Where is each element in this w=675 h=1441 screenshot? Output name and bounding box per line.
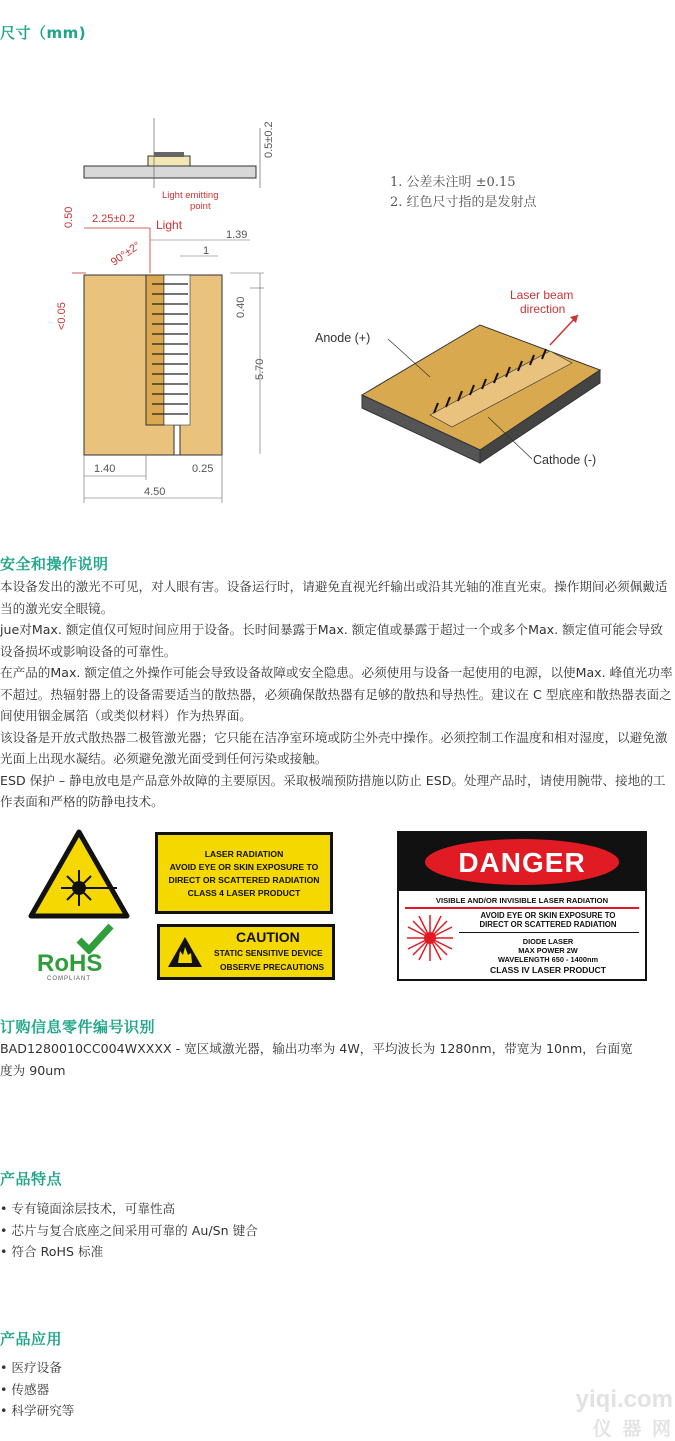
caution-line-2: OBSERVE PRECAUTIONS — [220, 962, 325, 972]
safety-title: 安全和操作说明 — [0, 555, 109, 573]
anode-label: Anode (+) — [315, 331, 371, 345]
caution-line-1: STATIC SENSITIVE DEVICE — [214, 948, 323, 958]
dim-lt-0-05: <0.05 — [56, 302, 68, 330]
safety-paragraph-4: 该设备是开放式散热器二极管激光器；它只能在洁净室环境或防尘外壳中操作。必须控制工作温度和相对湿度，以避免激光面上出现水凝结。必须避免激光面受到任何污染或接触。 — [0, 729, 668, 766]
application-item-3: • 科学研究等 — [0, 1403, 75, 1418]
laser-starburst-icon — [405, 913, 455, 963]
safety-paragraph-2: jue对Max. 额定值仅可短时间应用于设备。长时间暴露于Max. 额定值或暴露于超过一个或多个Max. 额定值可能会导致设备损坏或影响设备的可靠性。 — [0, 622, 663, 659]
dim-0-25: 0.25 — [192, 463, 214, 475]
laser-radiation-line-2: AVOID EYE OR SKIN EXPOSURE TO — [169, 862, 319, 872]
drawing-note-2: 2. 红色尺寸指的是发射点 — [390, 195, 537, 210]
danger-line-1: AVOID EYE OR SKIN EXPOSURE TO — [480, 911, 616, 920]
watermark — [553, 1386, 673, 1438]
isometric-drawing — [310, 285, 610, 475]
ordering-line-2: 度为 90um — [0, 1062, 66, 1078]
safety-paragraph-3: 在产品的Max. 额定值之外操作可能会导致设备故障或安全隐患。必须使用与设备一起使用的电源，以使Max. 峰值光功率不超过。热辐射器上的设备需要适当的散热器，必须确保散热器有足够的散热和导热性。建议在 C 型底座和散热器表面之间使用铟金属箔（或类似材料）作为热界面。 — [0, 665, 673, 723]
danger-sign — [397, 831, 647, 981]
drawing-note-1: 1. 公差未注明 ±0.15 — [390, 175, 516, 190]
features-title: 产品特点 — [0, 1170, 63, 1188]
light-label: Light — [156, 218, 183, 232]
dim-5-70: 5.70 — [254, 358, 266, 380]
danger-title: DANGER — [458, 847, 586, 878]
safety-text — [0, 576, 675, 813]
dim-0-40: 0.40 — [235, 296, 247, 318]
dimensions-title: 尺寸（mm) — [0, 24, 87, 42]
caution-title: CAUTION — [236, 929, 300, 945]
feature-item-3: • 符合 RoHS 标准 — [0, 1244, 104, 1259]
application-item-1: • 医疗设备 — [0, 1360, 62, 1375]
svg-text:direction: direction — [520, 302, 566, 316]
features-list — [0, 1198, 258, 1263]
safety-paragraph-1: 本设备发出的激光不可见，对人眼有害。设备运行时，请避免直视光纤输出或沿其光轴的准直光束。操作期间必须佩戴适当的激光安全眼镜。 — [0, 579, 668, 616]
feature-item-1: • 专有镜面涂层技术，可靠性高 — [0, 1201, 176, 1216]
applications-title: 产品应用 — [0, 1330, 63, 1348]
ordering-title: 订购信息零件编号识别 — [0, 1018, 156, 1036]
dim-0-5: 0.5±0.2 — [263, 121, 275, 158]
rohs-compliant-text: COMPLIANT — [47, 976, 92, 982]
danger-line-2: DIRECT OR SCATTERED RADIATION — [479, 920, 617, 929]
laser-radiation-line-4: CLASS 4 LASER PRODUCT — [187, 888, 301, 898]
danger-spec-3: WAVELENGTH 650 - 1400nm — [497, 955, 599, 964]
danger-spec-2: MAX POWER 2W — [518, 946, 578, 955]
cathode-label: Cathode (-) — [533, 453, 597, 467]
danger-rule-2 — [459, 932, 639, 933]
dim-4-50: 4.50 — [144, 486, 166, 498]
feature-item-2: • 芯片与复合底座之间采用可靠的 Au/Sn 键合 — [0, 1222, 258, 1238]
laser-beam-label: Laser beam — [510, 288, 574, 302]
rohs-text: RoHS — [37, 950, 103, 977]
dim-1-40: 1.40 — [94, 463, 116, 475]
dim-2-25: 2.25±0.2 — [92, 213, 135, 225]
laser-radiation-line-3: DIRECT OR SCATTERED RADIATION — [168, 875, 320, 885]
application-item-2: • 传感器 — [0, 1381, 50, 1397]
ordering-line-1: BAD1280010CC004WXXXX - 宽区域激光器，输出功率为 4W，平均波长为 1280nm，带宽为 10nm，台面宽 — [0, 1041, 633, 1056]
rohs-logo — [37, 922, 117, 982]
svg-text:point: point — [190, 201, 211, 212]
applications-list — [0, 1357, 74, 1422]
ordering-text — [0, 1038, 675, 1081]
danger-subtitle: VISIBLE AND/OR INVISIBLE LASER RADIATION — [435, 896, 609, 905]
dim-1: 1 — [203, 245, 210, 257]
danger-rule — [405, 907, 639, 909]
watermark-line-1: yiqi.com — [575, 1386, 673, 1413]
dim-angle: 90°±2° — [108, 239, 143, 269]
dim-1-39: 1.39 — [226, 229, 248, 241]
laser-radiation-label — [155, 832, 333, 914]
danger-spec-1: DIODE LASER — [522, 937, 574, 946]
watermark-line-2: 仪 器 网 — [592, 1418, 673, 1440]
safety-paragraph-5: ESD 保护 – 静电放电是产品意外故障的主要原因。采取极端预防措施以防止 ESD。处理产品时，请使用腕带、接地的工作表面和严格的防静电技术。 — [0, 772, 666, 809]
caution-label — [157, 924, 335, 980]
danger-class: CLASS IV LASER PRODUCT — [489, 965, 607, 975]
laser-radiation-line-1: LASER RADIATION — [204, 849, 284, 859]
dimension-drawing — [50, 88, 350, 508]
light-emitting-point-label: Light emitting — [162, 190, 219, 201]
dim-0-50: 0.50 — [63, 206, 75, 228]
esd-hand-icon — [166, 935, 204, 969]
laser-warning-triangle-icon — [27, 828, 131, 920]
